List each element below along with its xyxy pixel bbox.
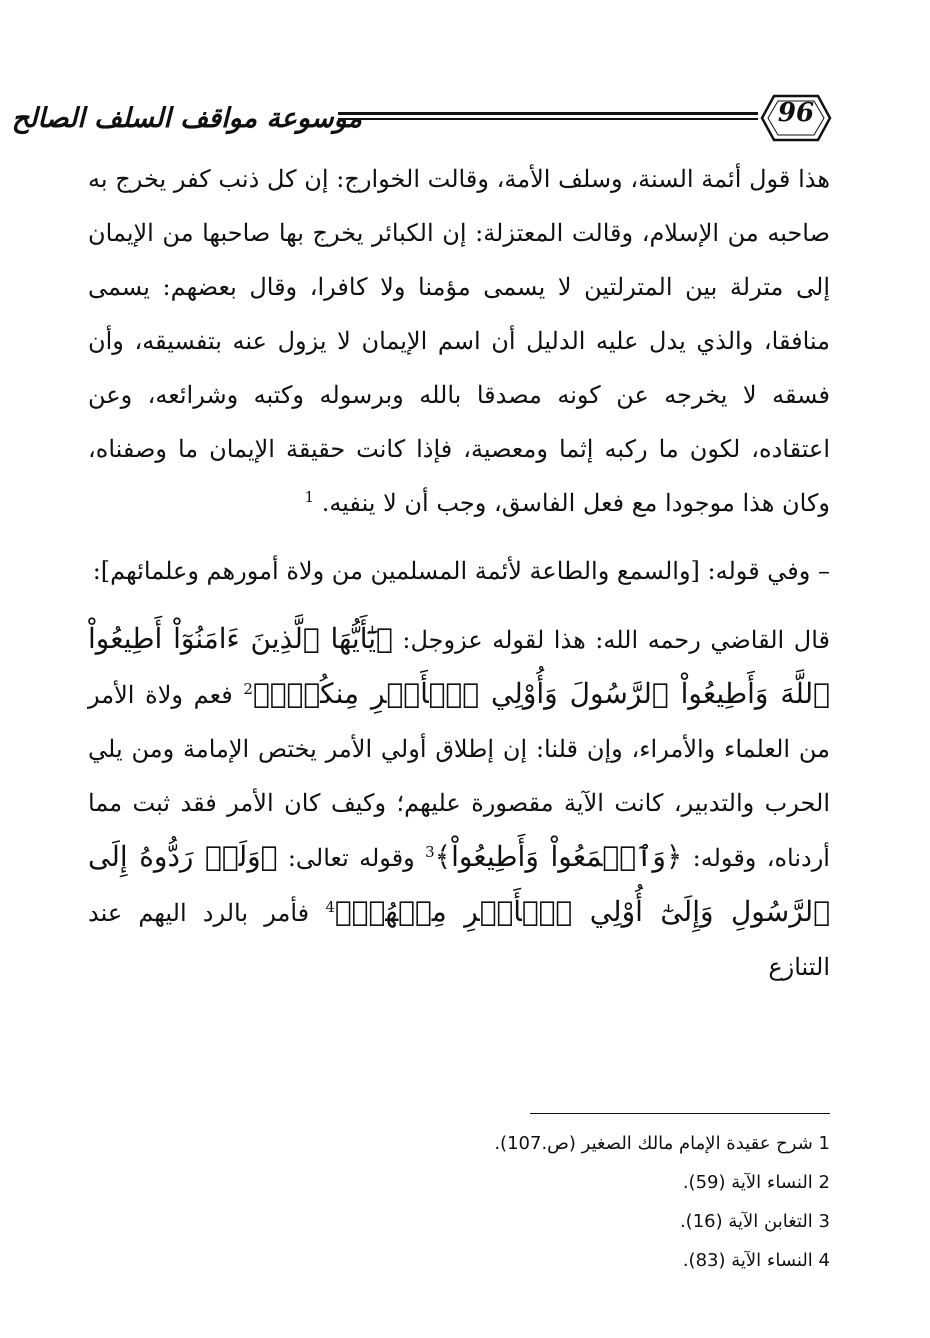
footnote-number: 2 — [818, 1172, 830, 1193]
series-title: موسوعة مواقف السلف الصالح — [11, 103, 362, 134]
footnote-number: 4 — [818, 1250, 830, 1271]
header-rule-thin — [338, 118, 758, 120]
footnote-number: 1 — [818, 1133, 830, 1154]
main-text — [88, 152, 830, 994]
quran-verse: ﴿وَلَوۡ رَدُّوهُ إِلَى ٱلرَّسُولِ وَإِلَىٰٓ أُوْلِي ٱلۡأَمۡرِ مِنۡهُمۡ﴾ — [88, 840, 831, 928]
footnote-text: النساء الآية (83). — [682, 1250, 813, 1271]
footnote-text: التغابن الآية (16). — [679, 1211, 813, 1232]
footnote-number: 3 — [818, 1211, 830, 1232]
page-number: 96 — [777, 98, 815, 128]
paragraph-text: فأمر بالرد اليهم عند التنازع — [88, 899, 830, 981]
page-header — [0, 88, 930, 148]
page-number-badge — [752, 88, 840, 148]
footnote — [400, 1124, 830, 1163]
footnote-divider — [530, 1113, 830, 1114]
paragraph-text: قال القاضي رحمه الله: هذا لقوله عزوجل: — [402, 626, 830, 654]
footnote — [400, 1241, 830, 1280]
paragraph — [88, 152, 830, 530]
paragraph-text: فعم ولاة الأمر من العلماء والأمراء، وإن قلنا: إن إطلاق أولي الأمر يختص الإمامة ومن يلي الحرب والتدبير، كانت الآية مقصورة عليهم؛ وكيف كان الأمر فقد ثبت مما أردناه، وقوله: — [88, 681, 830, 872]
quran-verse: ﴿يَٰٓأَيُّهَا ٱلَّذِينَ ءَامَنُوٓاْ أَطِيعُواْ ٱللَّهَ وَأَطِيعُواْ ٱلرَّسُولَ وَأُوْلِي ٱلۡأَمۡرِ مِنكُمۡۖ﴾ — [88, 622, 830, 710]
paragraph — [88, 612, 830, 994]
footnote-text: شرح عقيدة الإمام مالك الصغير (ص.107). — [494, 1133, 813, 1154]
footnote — [400, 1202, 830, 1241]
footnote-ref: 2 — [243, 680, 253, 698]
paragraph-text: هذا قول أئمة السنة، وسلف الأمة، وقالت الخوارج: إن كل ذنب كفر يخرج به صاحبه من الإسلام، وقالت المعتزلة: إن الكبائر يخرج بها صاحبها من الإيمان إلى مترلة بين المترلتين لا يسمى مؤمنا ولا كافرا، وقال بعضهم: يسمى منافقا، والذي يدل عليه الدليل أن اسم الإيمان لا يزول عنه بتفسيقه، وأن فسقه لا يخرجه عن كونه مصدقا بالله وبرسوله وكتبه وشرائعه، وعن اعتقاده، لكون ما ركبه إثما ومعصية، فإذا كانت حقيقة الإيمان ما وصفناه، وكان هذا موجودا مع فعل الفاسق، وجب أن لا ينفيه. — [88, 165, 830, 517]
quran-verse: ﴿وَٱسۡمَعُواْ وَأَطِيعُواْ﴾ — [434, 840, 683, 873]
header-rule-thick — [338, 112, 758, 115]
paragraph-text: وقوله تعالى: — [287, 844, 415, 872]
footnote-text: النساء الآية (59). — [682, 1172, 813, 1193]
footnotes — [400, 1124, 830, 1280]
footnote-ref: 1 — [304, 488, 315, 506]
footnote-ref: 3 — [425, 843, 435, 861]
footnote-ref: 4 — [325, 898, 335, 916]
paragraph-heading: – وفي قوله: [والسمع والطاعة لأئمة المسلمين من ولاة أمورهم وعلمائهم]: — [92, 557, 830, 585]
footnote — [400, 1163, 830, 1202]
